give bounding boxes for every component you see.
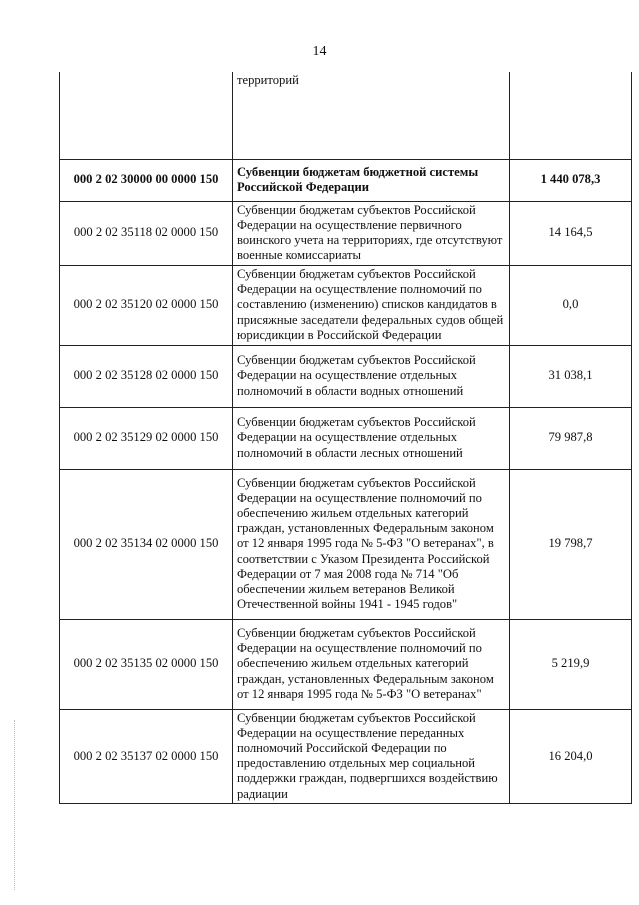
budget-code-cell: 000 2 02 35129 02 0000 150 [60,407,233,469]
budget-name-cell: Субвенции бюджетам субъектов Российской Федерации на осуществление полномочий по составлению (изменению) списков кандидатов в присяжные заседатели федеральных судов общей юрисдикции в Российской Федерации [233,265,510,345]
budget-code-cell: 000 2 02 35118 02 0000 150 [60,201,233,265]
budget-name-cell: Субвенции бюджетам субъектов Российской Федерации на осуществление переданных полномочий Российской Федерации по предоставлению отдельных мер социальной поддержки граждан, подвергшихся воздействию радиации [233,709,510,803]
table-row [60,345,632,407]
budget-code-cell: 000 2 02 35135 02 0000 150 [60,619,233,709]
table-row [60,469,632,619]
budget-name-cell: территорий [233,72,510,159]
budget-amount-cell: 31 038,1 [510,345,632,407]
budget-amount-cell: 5 219,9 [510,619,632,709]
budget-amount-cell: 16 204,0 [510,709,632,803]
budget-code-cell: 000 2 02 35137 02 0000 150 [60,709,233,803]
budget-amount-cell [510,72,632,159]
budget-code-cell: 000 2 02 35120 02 0000 150 [60,265,233,345]
budget-name-cell: Субвенции бюджетам субъектов Российской Федерации на осуществление отдельных полномочий в области лесных отношений [233,407,510,469]
table-row [60,709,632,803]
budget-name-cell: Субвенции бюджетам бюджетной системы Российской Федерации [233,159,510,201]
table-row [60,72,632,159]
budget-amount-cell: 79 987,8 [510,407,632,469]
scan-edge-mark [14,720,16,890]
budget-name-cell: Субвенции бюджетам субъектов Российской Федерации на осуществление отдельных полномочий в области водных отношений [233,345,510,407]
table-row [60,201,632,265]
table-row [60,265,632,345]
budget-amount-cell: 14 164,5 [510,201,632,265]
budget-code-cell: 000 2 02 35128 02 0000 150 [60,345,233,407]
budget-code-cell: 000 2 02 35134 02 0000 150 [60,469,233,619]
budget-amount-cell: 1 440 078,3 [510,159,632,201]
table-row [60,407,632,469]
page-number: 14 [312,44,327,59]
budget-amount-cell: 0,0 [510,265,632,345]
budget-code-cell: 000 2 02 30000 00 0000 150 [60,159,233,201]
table-row [60,159,632,201]
table-row [60,619,632,709]
budget-name-cell: Субвенции бюджетам субъектов Российской Федерации на осуществление полномочий по обеспечению жильем отдельных категорий граждан, установленных Федеральным законом от 12 января 1995 года № 5-ФЗ "О ветеранах" [233,619,510,709]
budget-name-cell: Субвенции бюджетам субъектов Российской Федерации на осуществление первичного воинского учета на территориях, где отсутствуют военные комиссариаты [233,201,510,265]
budget-table [59,72,632,804]
budget-code-cell [60,72,233,159]
budget-name-cell: Субвенции бюджетам субъектов Российской Федерации на осуществление полномочий по обеспечению жильем отдельных категорий граждан, установленных Федеральным законом от 12 января 1995 года № 5-ФЗ "О ветеранах", в соответствии с Указом Президента Российской Федерации от 7 мая 2008 года № 714 "Об обеспечении жильем ветеранов Великой Отечественной войны 1941 - 1945 годов" [233,469,510,619]
budget-amount-cell: 19 798,7 [510,469,632,619]
